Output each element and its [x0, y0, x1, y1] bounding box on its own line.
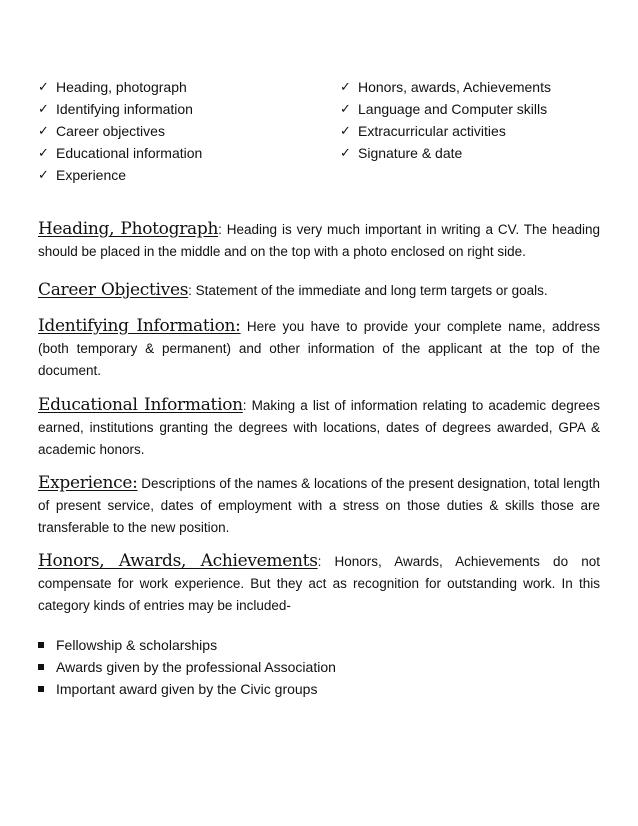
checkmark-icon: ✓: [38, 101, 49, 116]
bullet-item: [38, 634, 336, 656]
section-career-objectives: [38, 279, 600, 302]
section-text: Heading is very much important in writing a CV. The heading should be placed in the middle and on the top with a photo enclosed on right side.: [38, 222, 600, 259]
square-bullet-icon: [38, 686, 44, 692]
checklist-item-label: Experience: [56, 167, 127, 183]
section-heading: Honors, Awards, Achievements: [38, 551, 318, 571]
checklist-item-label: Extracurricular activities: [358, 123, 506, 139]
section-text: Here you have to provide your complete name, address (both temporary & permanent) and other information of the applicant at the top of the document.: [38, 319, 600, 378]
section-separator: :: [242, 398, 247, 413]
section-separator: :: [317, 554, 322, 569]
checkmark-icon: ✓: [38, 79, 49, 94]
section-separator: :: [218, 222, 222, 237]
bullet-item: [38, 656, 336, 678]
section-text: Statement of the immediate and long term targets or goals.: [191, 283, 548, 298]
section-identifying-information: [38, 315, 600, 382]
checkmark-icon: ✓: [340, 79, 351, 94]
checklist-item-label: Heading, photograph: [56, 79, 187, 95]
section-heading: Educational Information: [38, 395, 243, 415]
section-text: Honors, Awards, Achievements do not compensate for work experience. But they act as recognition for outstanding work. In this category kinds of entries may be included-: [38, 554, 600, 613]
checklist-item-label: Language and Computer skills: [358, 101, 548, 117]
section-heading-photograph: [38, 218, 600, 263]
square-bullet-icon: [38, 642, 44, 648]
checklist-item-label: Educational information: [56, 145, 203, 161]
section-honors-awards: [38, 550, 600, 617]
section-experience: [38, 472, 600, 539]
checklist-item-label: Identifying information: [56, 101, 193, 117]
checklist-item: [38, 98, 202, 120]
section-heading: Experience:: [38, 473, 138, 493]
checkmark-icon: ✓: [38, 145, 49, 160]
checklist-item-label: Career objectives: [56, 123, 165, 139]
bullet-label: Fellowship & scholarships: [56, 637, 218, 653]
bullet-label: Awards given by the professional Association: [56, 659, 336, 675]
checklist-item: [340, 98, 551, 120]
checkmark-icon: ✓: [340, 101, 351, 116]
section-text: Descriptions of the names & locations of the present designation, total length of present service, dates of employment with a stress on those duties & skills those are transferable to the new position.: [38, 476, 600, 535]
checklist-item: [38, 76, 202, 98]
checklist-item: [38, 120, 202, 142]
checkmark-icon: ✓: [38, 167, 49, 182]
checkmark-icon: ✓: [340, 145, 351, 160]
section-heading: Heading, Photograph: [38, 219, 219, 239]
section-separator: :: [188, 283, 192, 298]
checkmark-icon: ✓: [38, 123, 49, 138]
section-heading: Identifying Information:: [38, 316, 241, 336]
checklist-item-label: Signature & date: [358, 145, 463, 161]
checklist-item-label: Honors, awards, Achievements: [358, 79, 551, 95]
checklist-item: [38, 164, 202, 186]
checklist-right: [340, 76, 551, 164]
checklist-item: [38, 142, 202, 164]
section-educational-information: [38, 394, 600, 461]
checkmark-icon: ✓: [340, 123, 351, 138]
square-bullet-icon: [38, 664, 44, 670]
checklist-left: [38, 76, 202, 186]
checklist-item: [340, 142, 551, 164]
bullet-list: [38, 634, 336, 700]
checklist-item: [340, 76, 551, 98]
section-text: Making a list of information relating to academic degrees earned, institutions granting the degrees with locations, dates of degrees awarded, GPA & academic honors.: [38, 398, 600, 457]
bullet-item: [38, 678, 336, 700]
section-heading: Career Objectives: [38, 280, 189, 300]
bullet-label: Important award given by the Civic groups: [56, 681, 318, 697]
checklist-item: [340, 120, 551, 142]
